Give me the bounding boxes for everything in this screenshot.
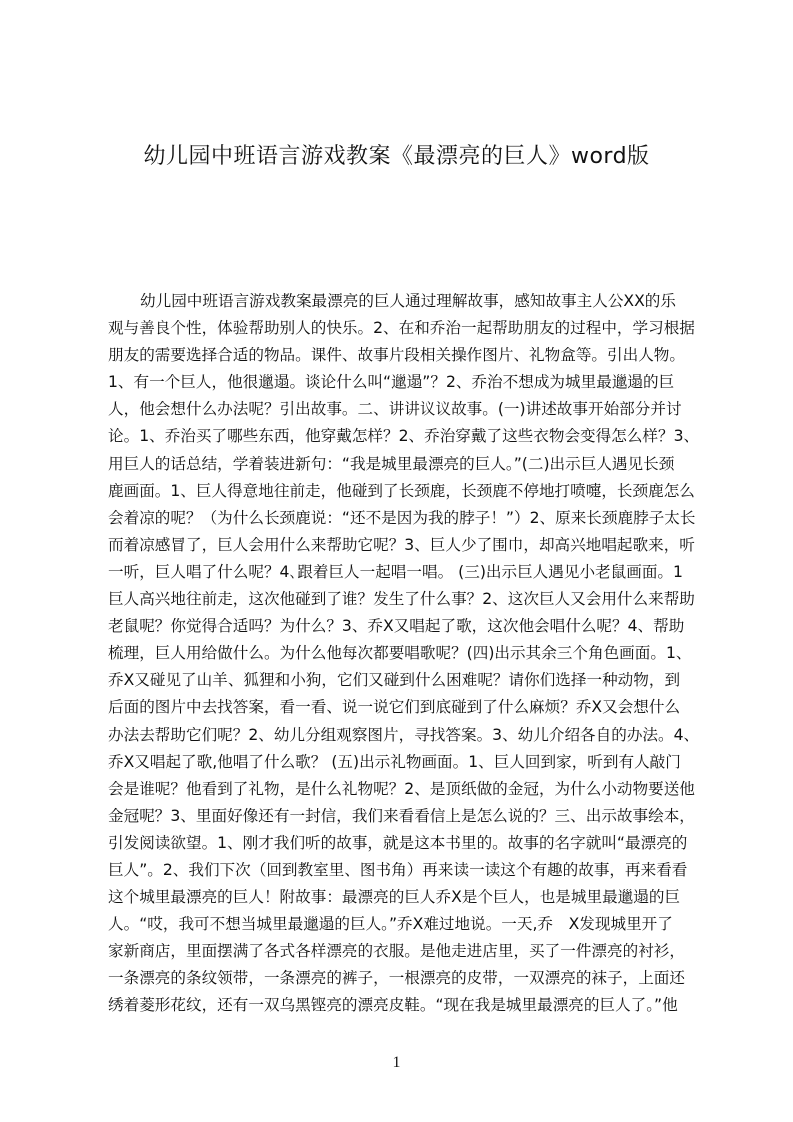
document-title: 幼儿园中班语言游戏教案《最漂亮的巨人》word版 bbox=[143, 144, 650, 169]
text-line: 这个城里最漂亮的巨人！附故事：最漂亮的巨人乔X是个巨人，也是城里最邋遢的巨 bbox=[108, 888, 681, 907]
text-line: 金冠呢？3、里面好像还有一封信，我们来看看信上是怎么说的？三、出示故事绘本， bbox=[108, 806, 695, 825]
text-line: 会是谁呢？他看到了礼物，是什么礼物呢？2、是顶纸做的金冠，为什么小动物要送他 bbox=[108, 779, 695, 798]
text-line: 朋友的需要选择合适的物品。课件、故事片段相关操作图片、礼物盒等。引出人物。 bbox=[108, 346, 685, 365]
text-line: 一条漂亮的条纹领带，一条漂亮的裤子，一根漂亮的皮带，一双漂亮的袜子，上面还 bbox=[108, 969, 685, 988]
page-number: 1 bbox=[392, 1054, 401, 1071]
text-line: 会着凉的呢？（为什么长颈鹿说：“还不是因为我的脖子！”）2、原来长颈鹿脖子太长 bbox=[108, 508, 696, 527]
text-line: 幼儿园中班语言游戏教案最漂亮的巨人通过理解故事，感知故事主人公XX的乐 bbox=[140, 292, 676, 310]
text-line: 论。1、乔治买了哪些东西，他穿戴怎样？2、乔治穿戴了这些衣物会变得怎么样？3、 bbox=[108, 427, 700, 446]
document-body bbox=[108, 288, 700, 1020]
text-line: 一听，巨人唱了什么呢？4､跟着巨人一起唱一唱。 (三)出示巨人遇见小老鼠画面。1 bbox=[108, 562, 683, 581]
text-line: 乔X又唱起了歌,他唱了什么歌？ (五)出示礼物画面。1、巨人回到家，听到有人敲门 bbox=[108, 752, 681, 771]
text-line: 观与善良个性，体验帮助别人的快乐。2、在和乔治一起帮助朋友的过程中，学习根据 bbox=[108, 319, 695, 338]
text-line: 办法去帮助它们呢？2、幼儿分组观察图片，寻找答案。3、幼儿介绍各自的办法。4、 bbox=[108, 725, 700, 744]
text-line: 家新商店，里面摆满了各式各样漂亮的衣服。是他走进店里，买了一件漂亮的衬衫， bbox=[108, 942, 685, 961]
text-line: 巨人高兴地往前走，这次他碰到了谁？发生了什么事？2、这次巨人又会用什么来帮助 bbox=[108, 590, 695, 609]
text-line: 老鼠呢？你觉得合适吗？为什么？3、乔X又唱起了歌，这次他会唱什么呢？4、帮助 bbox=[108, 617, 685, 636]
text-line: 巨人”。2、我们下次（回到教室里、图书角）再来读一读这个有趣的故事，再来看看 bbox=[108, 860, 688, 879]
text-line: 后面的图片中去找答案，看一看、说一说它们到底碰到了什么麻烦？乔X又会想什么 bbox=[108, 698, 681, 717]
text-line: 引发阅读欲望。1、刚才我们听的故事，就是这本书里的。故事的名字就叫“最漂亮的 bbox=[108, 833, 688, 852]
text-line: 鹿画面。1、巨人得意地往前走，他碰到了长颈鹿，长颈鹿不停地打喷嚏，长颈鹿怎么 bbox=[108, 481, 695, 500]
text-line: 绣着菱形花纹，还有一双乌黑铿亮的漂亮皮鞋。“现在我是城里最漂亮的巨人了。”他 bbox=[108, 996, 678, 1015]
text-line: 人，他会想什么办法呢？引出故事。二、讲讲议议故事。(一)讲述故事开始部分并讨 bbox=[108, 400, 682, 419]
text-line: 用巨人的话总结，学着装进新句：“我是城里最漂亮的巨人。”(二)出示巨人遇见长颈 bbox=[108, 454, 675, 473]
text-line: 乔X又碰见了山羊、狐狸和小狗，它们又碰到什么困难呢？请你们选择一种动物，到 bbox=[108, 671, 681, 690]
text-line: 梳理，巨人用给做什么。为什么他每次都要唱歌呢？(四)出示其余三个角色画面。1、 bbox=[108, 644, 692, 663]
text-line: 1、有一个巨人，他很邋遢。谈论什么叫“邋遢”？2、乔治不想成为城里最邋遢的巨 bbox=[108, 373, 675, 392]
text-line: 人。“哎，我可不想当城里最邋遢的巨人。”乔X难过地说。一天,乔 X发现城里开了 bbox=[108, 915, 673, 934]
text-line: 而着凉感冒了，巨人会用什么来帮助它呢？3、巨人少了围巾，却高兴地唱起歌来，听 bbox=[108, 535, 695, 554]
